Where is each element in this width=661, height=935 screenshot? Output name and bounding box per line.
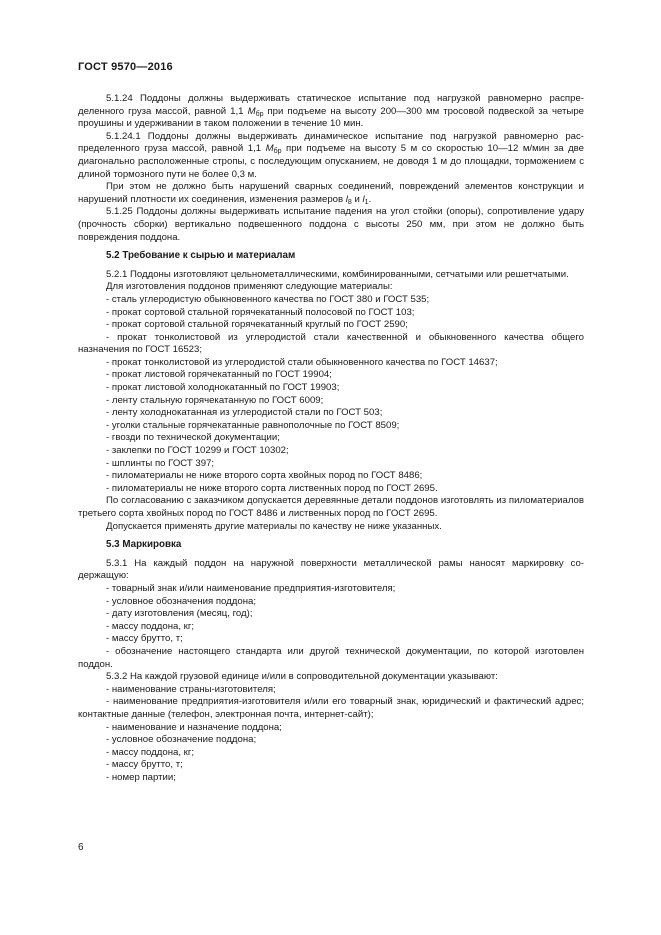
list-item-text: ленту стальную горячекатанную по ГОСТ 6009; (111, 394, 324, 406)
list-item-text: уголки стальные горячекатанные равнополочные по ГОСТ 8509; (111, 419, 400, 431)
list-item (78, 747, 584, 760)
list-dash: - (106, 683, 110, 695)
list-item-text: условное обозначения поддона; (111, 595, 257, 607)
list-dash: - (106, 331, 110, 343)
clause-5-3-2: 5.3.2 На каждой грузовой единице и/или в сопроводительной документации указывают: (106, 671, 498, 683)
list-item (78, 432, 584, 445)
list-dash: - (106, 633, 110, 645)
list-item-text: наименование страны-изготовителя; (111, 683, 276, 695)
marking-list (78, 583, 584, 671)
list-item-text: прокат листовой горячекатанный по ГОСТ 19904; (111, 369, 332, 381)
list-item-text: массу поддона, кг; (111, 620, 195, 632)
list-item (78, 772, 584, 785)
list-dash: - (106, 457, 110, 469)
list-dash: - (106, 721, 110, 733)
agreement-paragraph: По согласованию с заказчиком допускается деревянные детали поддонов изготовлять из пиломатериалов третьего сорта хвойных пород по ГОСТ 8486 и лиственных пород по ГОСТ 2695. (78, 495, 584, 519)
list-item-text: массу поддона, кг; (111, 746, 195, 758)
page-number: 6 (78, 842, 84, 853)
list-item (78, 407, 584, 420)
list-item (78, 319, 584, 332)
list-dash: - (106, 369, 110, 381)
list-dash: - (106, 582, 110, 594)
list-dash: - (106, 482, 110, 494)
list-item (78, 307, 584, 320)
list-item (78, 420, 584, 433)
section-5-3-heading: 5.3 Маркировка (106, 539, 182, 551)
list-item (78, 332, 584, 357)
list-item-text: товарный знак и/или наименование предприятия-изготовителя; (111, 582, 396, 594)
list-item-text: наименование и назначение поддона; (111, 721, 282, 733)
list-dash: - (106, 771, 110, 783)
list-item (78, 483, 584, 496)
list-item-text: наименование предприятия-изготовителя и/или его товарный знак, юридический и фактический адрес; контактные данные (телефон, электронная почта, интернет-сайт); (78, 696, 584, 720)
list-item-text: обозначение настоящего стандарта или другой технической документации, по которой изготовлен поддон. (78, 645, 585, 670)
list-dash: - (106, 432, 110, 444)
list-dash: - (106, 293, 110, 305)
list-dash: - (106, 746, 110, 758)
list-dash: - (106, 394, 110, 406)
list-item (78, 458, 584, 471)
list-dash: - (106, 645, 110, 657)
list-item (78, 684, 584, 697)
materials-intro: Для изготовления поддонов применяют следующие материалы: (106, 281, 393, 293)
list-item (78, 395, 584, 408)
list-item-text: прокат тонколистовой из углеродистой стали качественной и обыкновенного качества общего назначения по ГОСТ 16523; (78, 331, 584, 356)
list-item-text: пиломатериалы не ниже второго сорта лиственных пород по ГОСТ 2695. (111, 482, 438, 494)
clause-5-1-25: 5.1.25 Поддоны должны выдерживать испытание падения на угол стойки (опоры), сопротивление удару (прочность сборки) вертикально подвешенного поддона с высоты 250 мм, при этом не должно быть повреждения поддона. (78, 206, 584, 243)
damage-paragraph: При этом не должно быть нарушений сварных соединений, повреждений элементов конструкции и нарушений плотности их соединения, изменения размеров $l_8$ и $l_1$. (78, 181, 584, 206)
clause-5-3-1: 5.3.1 На каждый поддон на наружной поверхности металлической рамы наносят маркировку содержащую: (78, 557, 584, 582)
materials-list (78, 294, 584, 496)
list-item (78, 734, 584, 747)
list-item (78, 722, 584, 735)
list-item (78, 633, 584, 646)
list-item (78, 621, 584, 634)
list-dash: - (106, 382, 110, 394)
list-item (78, 583, 584, 596)
list-item-text: условное обозначение поддона; (111, 734, 257, 746)
list-item-text: ленту холоднокатанная из углеродистой стали по ГОСТ 503; (111, 407, 383, 419)
list-item-text: прокат листовой холоднокатанный по ГОСТ 19903; (111, 382, 340, 394)
list-item (78, 696, 584, 721)
list-item-text: массу брутто, т; (111, 759, 183, 771)
cargo-list (78, 684, 584, 785)
list-item-text: шплинты по ГОСТ 397; (111, 457, 215, 469)
page-header: ГОСТ 9570—2016 (78, 61, 173, 73)
clause-5-1-24-1: 5.1.24.1 Поддоны должны выдерживать динамическое испытание под нагрузкой равномерно распределенного груза массой, равной 1,1 $M_{бр}$ при подъеме на высоту 5 м со скоростью 10—12 м/мин за две диагонально расположенные стропы, с последующим опусканием, не доводя 1 м до площадки, торможением с длиной тормозного пути не более 0,3 м. (78, 130, 584, 180)
list-dash: - (106, 319, 110, 331)
clause-5-2-1: 5.2.1 Поддоны изготовляют цельнометаллическими, комбинированными, сетчатыми или решетчатыми. (106, 268, 569, 280)
list-item (78, 445, 584, 458)
list-item-text: заклепки по ГОСТ 10299 и ГОСТ 10302; (111, 445, 289, 457)
list-item (78, 646, 584, 671)
list-item-text: прокат сортовой стальной горячекатанный полосовой по ГОСТ 103; (111, 306, 415, 318)
list-dash: - (106, 696, 110, 708)
list-item-text: сталь углеродистую обыкновенного качества по ГОСТ 380 и ГОСТ 535; (111, 293, 430, 305)
allowed-paragraph: Допускается применять другие материалы по качеству не ниже указанных. (106, 520, 442, 532)
list-dash: - (106, 620, 110, 632)
list-item (78, 382, 584, 395)
list-item (78, 369, 584, 382)
list-item (78, 294, 584, 307)
list-item-text: прокат сортовой стальной горячекатанный круглый по ГОСТ 2590; (111, 319, 408, 331)
list-item-text: номер партии; (111, 771, 176, 783)
list-dash: - (106, 759, 110, 771)
clause-5-1-24: 5.1.24 Поддоны должны выдерживать статическое испытание под нагрузкой равномерно распределенного груза массой, равной 1,1 $M_{бр}$ при подъеме на высоту 200—300 мм тросовой подвеской за четыре проушины и удерживании в таком положении в течение 10 мин. (78, 93, 584, 130)
list-item (78, 608, 584, 621)
list-item (78, 759, 584, 772)
list-item (78, 470, 584, 483)
list-dash: - (106, 407, 110, 419)
list-item (78, 357, 584, 370)
list-item-text: дату изготовления (месяц, год); (111, 608, 253, 620)
list-dash: - (106, 419, 110, 431)
document-body (78, 93, 584, 784)
list-item-text: прокат тонколистовой из углеродистой стали обыкновенного качества по ГОСТ 14637; (111, 356, 498, 368)
list-item-text: гвозди по технической документации; (111, 432, 280, 444)
list-dash: - (106, 734, 110, 746)
list-dash: - (106, 306, 110, 318)
list-dash: - (106, 608, 110, 620)
list-dash: - (106, 445, 110, 457)
list-dash: - (106, 470, 110, 482)
section-5-2-heading: 5.2 Требование к сырью и материалам (106, 250, 296, 262)
list-dash: - (106, 595, 110, 607)
list-dash: - (106, 356, 110, 368)
list-item-text: массу брутто, т; (111, 633, 183, 645)
list-item-text: пиломатериалы не ниже второго сорта хвойных пород по ГОСТ 8486; (111, 470, 423, 482)
list-item (78, 596, 584, 609)
